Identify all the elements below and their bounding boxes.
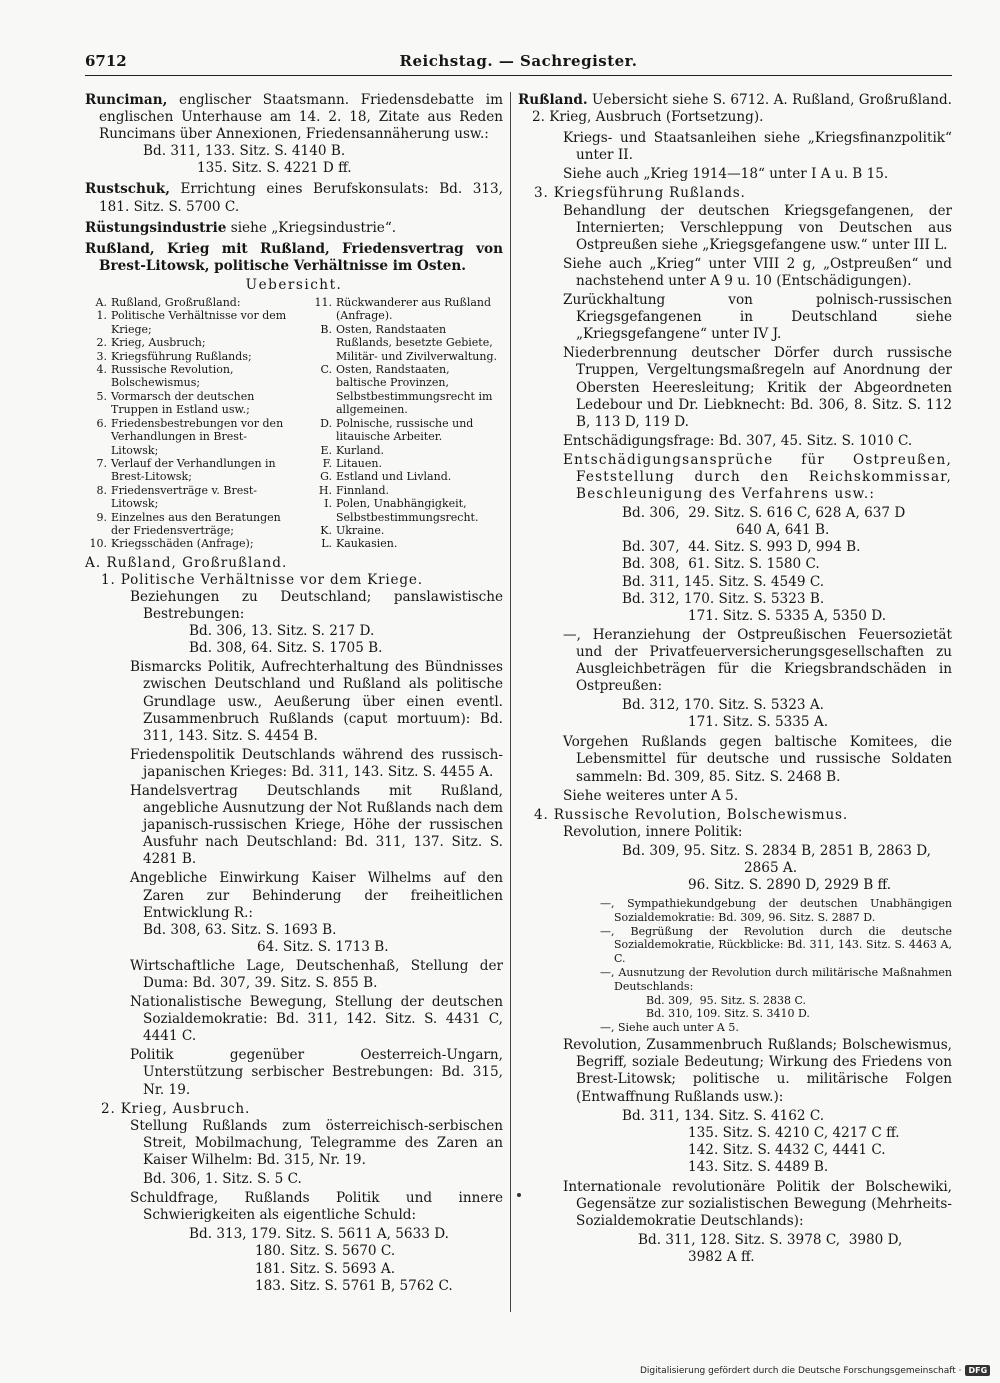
- overview-item: [294, 484, 503, 497]
- overview-item-number: E.: [320, 443, 332, 457]
- running-title: Reichstag. — Sachregister.: [399, 52, 638, 70]
- overview-item-label: Kriegsführung Rußlands;: [111, 349, 252, 363]
- entry: Niederbrennung deutscher Dörfer durch russische Truppen, Vergeltungsmaßregeln auf Anordnung der Obersten Heeresleitung; Kritik der Abgeordneten Ledebour und Dr. Liebknecht: Bd. 306, 8. Sitz. S. 112 B, 113 D, 119 D.: [563, 345, 952, 430]
- entry-rustschuk: Rustschuk, Errichtung eines Berufskonsulats: Bd. 313, 181. Sitz. S. 5700 C.: [85, 181, 503, 215]
- entry: Friedenspolitik Deutschlands während des russisch-japanischen Krieges: Bd. 311, 143. Sitz. S. 4455 A.: [130, 746, 503, 780]
- entry-runciman: Runciman, englischer Staatsmann. Friedensdebatte im englischen Unterhause am 14. 2. 18, Zitate aus Reden Runcimans über Annexionen, Friedensannäherung usw.:: [85, 92, 503, 143]
- overview-item: [294, 470, 503, 483]
- reference: Bd. 312, 170. Sitz. S. 5323 B.: [622, 590, 825, 607]
- overview-item-number: 7.: [96, 456, 107, 470]
- overview-item-label: Osten, Randstaaten Rußlands, besetzte Gebiete, Militär- und Zivilverwaltung.: [336, 322, 497, 363]
- overview-item-number: 5.: [96, 389, 107, 403]
- reference: Bd. 310, 109. Sitz. S. 3410 D.: [646, 1007, 810, 1021]
- overview-item-label: Kriegsschäden (Anfrage);: [111, 537, 254, 551]
- overview-item: [85, 417, 294, 457]
- overview-item: [85, 296, 294, 309]
- reference: 171. Sitz. S. 5335 A.: [688, 714, 829, 731]
- overview-title: Uebersicht.: [245, 276, 343, 293]
- reference: Bd. 311, 128. Sitz. S. 3978 C, 3980 D,: [638, 1232, 903, 1249]
- overview-item: [294, 363, 503, 417]
- overview-item-number: F.: [322, 456, 332, 470]
- continuation-heading: Rußland. Uebersicht siehe S. 6712. A. Rußland, Großrußland. 2. Krieg, Ausbruch (Fortsetzung).: [518, 92, 952, 126]
- subsection-1: 1. Politische Verhältnisse vor dem Kriege.: [101, 571, 423, 588]
- column-divider: [510, 92, 511, 1312]
- overview-item-label: Rußland, Großrußland:: [111, 296, 241, 310]
- overview-item: [85, 390, 294, 417]
- overview-item-number: 10.: [89, 537, 107, 551]
- entry-ruestungsindustrie: Rüstungsindustrie siehe „Kriegsindustrie“.: [85, 219, 397, 236]
- overview-item: [85, 309, 294, 336]
- overview-item-number: 8.: [96, 483, 107, 497]
- overview-item-number: C.: [320, 363, 332, 377]
- entry: Entschädigungsfrage: Bd. 307, 45. Sitz. S. 1010 C.: [563, 432, 913, 449]
- reference: Bd. 308, 61. Sitz. S. 1580 C.: [622, 556, 820, 573]
- footer: [640, 1365, 990, 1376]
- reference: Bd. 306, 13. Sitz. S. 217 D.: [189, 623, 375, 640]
- reference: 135. Sitz. S. 4221 D ff.: [197, 160, 352, 177]
- overview-item-label: Rückwanderer aus Rußland (Anfrage).: [336, 296, 492, 323]
- overview-item-number: K.: [320, 523, 332, 537]
- overview-item-label: Ukraine.: [336, 523, 385, 537]
- overview-item-number: 3.: [96, 349, 107, 363]
- entry: Stellung Rußlands zum österreichisch-serbischen Streit, Mobilmachung, Telegramme des Zaren an Kaiser Wilhelm: Bd. 315, Nr. 19.: [130, 1117, 503, 1168]
- subsection-4: 4. Russische Revolution, Bolschewismus.: [534, 806, 848, 823]
- entry: Entschädigungsansprüche für Ostpreußen, Feststellung durch den Reichskommissar, Beschleunigung des Verfahrens usw.:: [563, 451, 952, 503]
- document-page: [85, 52, 952, 1312]
- margin-dot: [517, 1193, 521, 1197]
- overview-left-column: [85, 296, 294, 551]
- overview-item-number: A.: [95, 296, 107, 310]
- reference: Bd. 312, 170. Sitz. S. 5323 A.: [622, 697, 824, 714]
- overview-item: [85, 457, 294, 484]
- overview-item: [85, 350, 294, 363]
- overview-item: [85, 336, 294, 349]
- reference: Bd. 313, 179. Sitz. S. 5611 A, 5633 D.: [189, 1226, 449, 1243]
- sub-entry: —, Sympathiekundgebung der deutschen Unabhängigen Sozialdemokratie: Bd. 309, 96. Sitz. S. 2887 D.: [600, 897, 952, 924]
- entry: Siehe weiteres unter A 5.: [563, 787, 739, 804]
- reference: Bd. 311, 134. Sitz. S. 4162 C.: [622, 1107, 825, 1124]
- reference: 3982 A ff.: [688, 1249, 755, 1266]
- entry: Siehe auch „Krieg“ unter VIII 2 g, „Ostpreußen“ und nachstehend unter A 9 u. 10 (Entschädigungen).: [563, 255, 952, 289]
- reference: Bd. 309, 95. Sitz. S. 2834 B, 2851 B, 2863 D,: [622, 842, 932, 859]
- entry: —, Heranziehung der Ostpreußischen Feuersozietät und der Privatfeuerversicherungsgesellschaften zu Ausgleichbeträgen für die Kriegsbrandschäden in Ostpreußen:: [563, 626, 952, 695]
- reference: 64. Sitz. S. 1713 B.: [257, 938, 389, 955]
- dfg-logo: DFG: [965, 1365, 990, 1376]
- overview-item: [294, 417, 503, 444]
- overview-item-number: H.: [318, 483, 332, 497]
- overview-item: [294, 524, 503, 537]
- overview-item-label: Finnland.: [336, 483, 390, 497]
- reference: Bd. 311, 145. Sitz. S. 4549 C.: [622, 573, 825, 590]
- entry: Internationale revolutionäre Politik der Bolschewiki, Gegensätze zur sozialistischen Bewegung (Mehrheits-Sozialdemokratie Deutschlands):: [563, 1179, 952, 1230]
- entry: Zurückhaltung von polnisch-russischen Kriegsgefangenen in Deutschland siehe „Kriegsgefangene“ unter IV J.: [563, 292, 952, 343]
- entry: Kriegs- und Staatsanleihen siehe „Kriegsfinanzpolitik“ unter II.: [563, 130, 952, 164]
- entry: Siehe auch „Krieg 1914—18“ unter I A u. B 15.: [563, 166, 889, 183]
- subsection-2: 2. Krieg, Ausbruch.: [101, 1100, 251, 1117]
- reference: Bd. 309, 95. Sitz. S. 2838 C.: [646, 994, 807, 1008]
- overview-item-number: 6.: [96, 416, 107, 430]
- overview-item-label: Polnische, russische und litauische Arbeiter.: [336, 416, 474, 444]
- overview-item-label: Osten, Randstaaten, baltische Provinzen, Selbstbestimmungsrecht im allgemeinen.: [336, 363, 493, 417]
- reference: 143. Sitz. S. 4489 B.: [688, 1158, 829, 1175]
- overview-item-number: 2.: [96, 336, 107, 350]
- reference: 183. Sitz. S. 5761 B, 5762 C.: [255, 1277, 453, 1294]
- entry: Vorgehen Rußlands gegen baltische Komitees, die Lebensmittel für deutsche und russische Soldaten sammeln: Bd. 309, 85. Sitz. S. 2468 B.: [563, 734, 952, 785]
- overview-item-number: 11.: [314, 296, 332, 310]
- sub-entry: —, Siehe auch unter A 5.: [600, 1020, 739, 1034]
- overview-item: [85, 484, 294, 511]
- entry: Angebliche Einwirkung Kaiser Wilhelms auf den Zaren zur Behinderung der freiheitlichen Entwicklung R.:: [130, 870, 503, 921]
- overview-item-label: Kurland.: [336, 443, 385, 457]
- section-heading-russland: Rußland, Krieg mit Rußland, Friedensvertrag von Brest-Litowsk, politische Verhältnisse im Osten.: [85, 240, 503, 274]
- overview-item: [294, 537, 503, 550]
- overview-item-label: Litauen.: [336, 456, 382, 470]
- overview-item-label: Politische Verhältnisse vor dem Kriege;: [111, 309, 287, 336]
- overview-item-label: Polen, Unabhängigkeit, Selbstbestimmungsrecht.: [336, 497, 479, 524]
- overview-list: [85, 296, 503, 551]
- overview-item-number: 9.: [96, 510, 107, 524]
- reference: 135. Sitz. S. 4210 C, 4217 C ff.: [688, 1124, 900, 1141]
- overview-item-number: D.: [320, 416, 332, 430]
- overview-item-label: Friedensbestrebungen vor den Verhandlungen in Brest-Litowsk;: [111, 416, 284, 457]
- entry: Behandlung der deutschen Kriegsgefangenen, der Internierten; Verschleppung von Deutschen aus Ostpreußen siehe „Kriegsgefangene usw.“ unter III L.: [563, 202, 952, 253]
- overview-item-label: Friedensverträge v. Brest-Litowsk;: [111, 483, 258, 511]
- reference: Bd. 308, 64. Sitz. S. 1705 B.: [189, 640, 383, 657]
- entry: Beziehungen zu Deutschland; panslawistische Bestrebungen:: [130, 588, 503, 623]
- entry: Schuldfrage, Rußlands Politik und innere Schwierigkeiten als eigentliche Schuld:: [130, 1190, 503, 1224]
- overview-item: [294, 323, 503, 363]
- overview-item: [85, 511, 294, 538]
- entry: Wirtschaftliche Lage, Deutschenhaß, Stellung der Duma: Bd. 307, 39. Sitz. S. 855 B.: [130, 957, 503, 991]
- entry: Handelsvertrag Deutschlands mit Rußland, angebliche Ausnutzung der Not Rußlands nach dem japanisch-russischen Kriege, Höhe der russischen Ausfuhr nach Deutschland: Bd. 311, 137. Sitz. S. 4281 B.: [130, 782, 503, 868]
- right-column: [518, 92, 952, 1312]
- overview-item-number: B.: [320, 322, 332, 336]
- reference: 171. Sitz. S. 5335 A, 5350 D.: [688, 607, 887, 624]
- page-header: [85, 52, 952, 78]
- header-rule: [85, 75, 952, 76]
- overview-item-label: Verlauf der Verhandlungen in Brest-Litowsk;: [111, 456, 276, 484]
- sub-entry: —, Begrüßung der Revolution durch die deutsche Sozialdemokratie, Rückblicke: Bd. 311, 143. Sitz. S. 4463 A, C.: [600, 925, 952, 965]
- overview-item: [294, 497, 503, 524]
- overview-item-label: Estland und Livland.: [336, 470, 452, 484]
- reference: Bd. 308, 63. Sitz. S. 1693 B.: [143, 921, 337, 938]
- overview-right-column: [294, 296, 503, 551]
- overview-item-label: Vormarsch der deutschen Truppen in Estland usw.;: [111, 389, 255, 417]
- reference: 180. Sitz. S. 5670 C.: [255, 1243, 396, 1260]
- entry: Revolution, innere Politik:: [563, 823, 743, 840]
- sub-entry: —, Ausnutzung der Revolution durch militärische Maßnahmen Deutschlands:: [600, 966, 952, 993]
- reference: Bd. 311, 133. Sitz. S. 4140 B.: [143, 143, 346, 160]
- overview-item-number: L.: [321, 537, 332, 551]
- overview-item: [294, 296, 503, 323]
- overview-item-label: Russische Revolution, Bolschewismus;: [111, 363, 234, 390]
- overview-item-number: 4.: [96, 363, 107, 377]
- left-column: [85, 92, 503, 1312]
- page-number: 6712: [85, 52, 127, 70]
- overview-item-label: Krieg, Ausbruch;: [111, 336, 206, 350]
- entry: Bismarcks Politik, Aufrechterhaltung des Bündnisses zwischen Deutschland und Rußland als politische Grundlage usw., Aeußerung über einen eventl. Zusammenbruch Rußlands (caput mortuum): Bd. 311, 143. Sitz. S. 4454 B.: [130, 659, 503, 744]
- footer-text: Digitalisierung gefördert durch die Deutsche Forschungsgemeinschaft ·: [640, 1365, 962, 1376]
- reference: 96. Sitz. S. 2890 D, 2929 B ff.: [688, 877, 892, 894]
- two-column-body: [85, 92, 952, 1312]
- overview-item: [294, 444, 503, 457]
- reference: 640 A, 641 B.: [736, 522, 830, 539]
- overview-item-label: Kaukasien.: [336, 537, 398, 551]
- entry: Politik gegenüber Oesterreich-Ungarn, Unterstützung serbischer Bestrebungen: Bd. 315, Nr. 19.: [130, 1047, 503, 1098]
- entry: Nationalistische Bewegung, Stellung der deutschen Sozialdemokratie: Bd. 311, 142. Sitz. S. 4431 C, 4441 C.: [130, 994, 503, 1045]
- overview-item-number: 1.: [96, 309, 107, 323]
- reference-list: [518, 505, 952, 625]
- overview-item: [85, 363, 294, 390]
- overview-item-number: G.: [320, 470, 332, 484]
- entry: Revolution, Zusammenbruch Rußlands; Bolschewismus, Begriff, soziale Bedeutung; Wirkung des Friedens von Brest-Litowsk; politische u. militärische Folgen (Entwaffnung Rußlands usw.):: [563, 1037, 952, 1105]
- reference: Bd. 307, 44. Sitz. S. 993 D, 994 B.: [622, 539, 861, 556]
- reference: 2865 A.: [744, 860, 798, 877]
- overview-item: [85, 537, 294, 550]
- overview-item-number: I.: [324, 497, 332, 511]
- reference: 181. Sitz. S. 5693 A.: [255, 1260, 396, 1277]
- overview-item: [294, 457, 503, 470]
- section-a: A. Rußland, Großrußland.: [85, 554, 288, 571]
- reference: Bd. 306, 29. Sitz. S. 616 C, 628 A, 637 D: [622, 505, 906, 522]
- reference: Bd. 306, 1. Sitz. S. 5 C.: [143, 1171, 302, 1188]
- subsection-3: 3. Kriegsführung Rußlands.: [534, 185, 746, 202]
- reference: 142. Sitz. S. 4432 C, 4441 C.: [688, 1141, 886, 1158]
- overview-item-label: Einzelnes aus den Beratungen der Friedensverträge;: [111, 510, 281, 537]
